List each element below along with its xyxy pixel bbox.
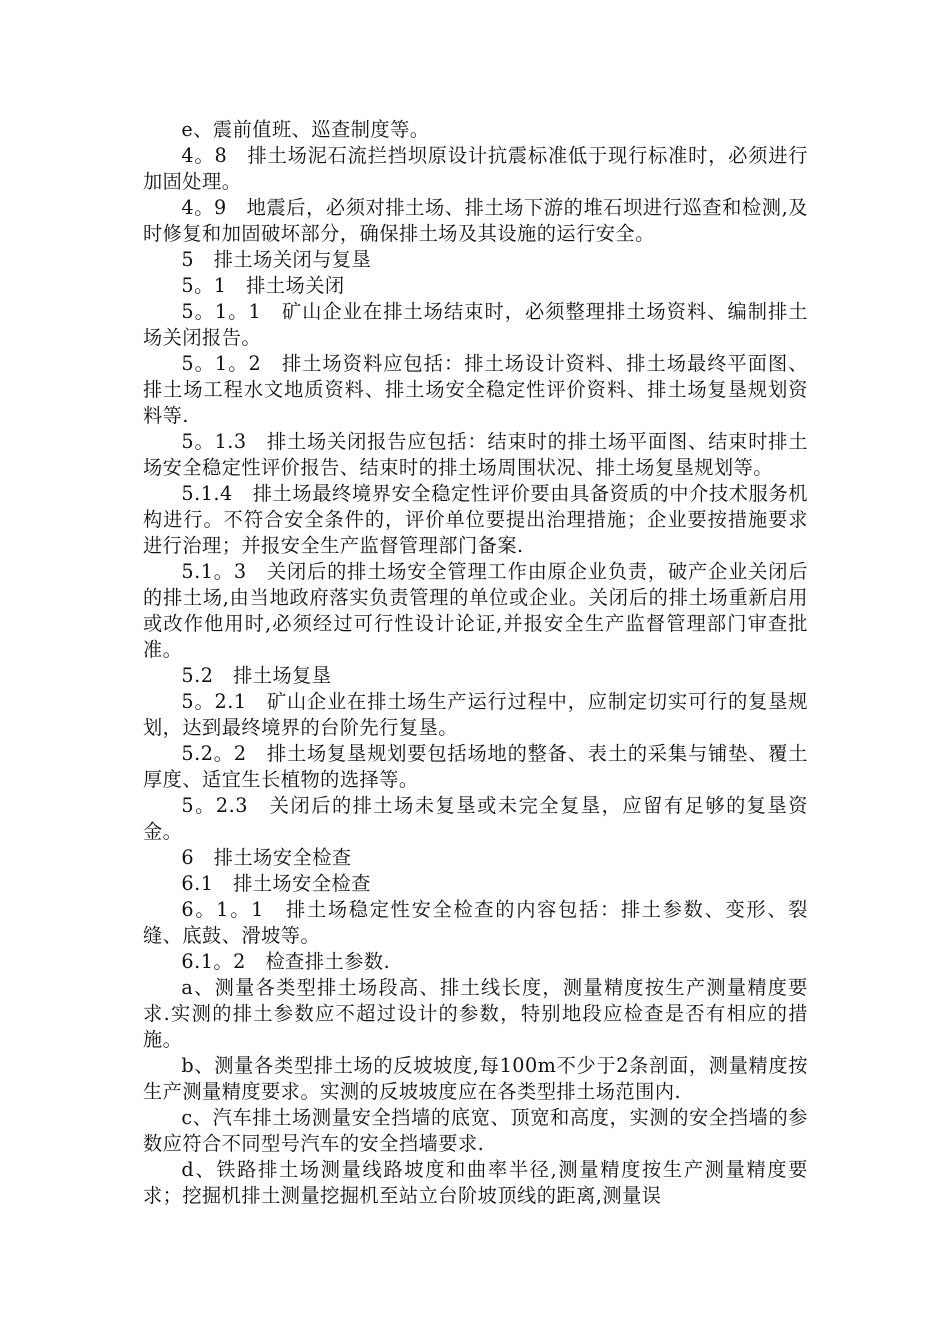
document-body: [143, 117, 808, 1209]
subsection-heading: 6.1 排土场安全检查: [181, 872, 371, 895]
subsection-heading: 5。1 排土场关闭: [181, 274, 345, 297]
paragraph: e、震前值班、巡查制度等。: [181, 118, 430, 141]
section-heading: 6 排土场安全检查: [181, 846, 352, 869]
section-heading: 5 排土场关闭与复垦: [181, 248, 372, 271]
paragraph: 4。9 地震后，必须对排土场、排土场下游的堆石坝进行巡查和检测,及时修复和加固破坏部分，确保排土场及其设施的运行安全。: [143, 196, 808, 245]
paragraph: 6。1。1 排土场稳定性安全检查的内容包括：排土参数、变形、裂缝、底鼓、滑坡等。: [143, 898, 808, 947]
paragraph: 5.1.4 排土场最终境界安全稳定性评价要由具备资质的中介技术服务机构进行。不符合安全条件的，评价单位要提出治理措施；企业要按措施要求进行治理；并报安全生产监督管理部门备案.: [143, 482, 808, 557]
paragraph: 5。2.3 关闭后的排土场未复垦或未完全复垦，应留有足够的复垦资金。: [143, 794, 808, 843]
list-item: d、铁路排土场测量线路坡度和曲率半径,测量精度按生产测量精度要求；挖掘机排土测量挖掘机至站立台阶坡顶线的距离,测量误: [143, 1158, 808, 1207]
list-item: c、汽车排土场测量安全挡墙的底宽、顶宽和高度，实测的安全挡墙的参数应符合不同型号汽车的安全挡墙要求.: [143, 1106, 808, 1155]
paragraph: 4。8 排土场泥石流拦挡坝原设计抗震标准低于现行标准时，必须进行加固处理。: [143, 144, 808, 193]
paragraph: 5。1。1 矿山企业在排土场结束时，必须整理排土场资料、编制排土场关闭报告。: [143, 300, 808, 349]
list-item: b、测量各类型排土场的反坡坡度,每100m不少于2条剖面，测量精度按生产测量精度要求。实测的反坡坡度应在各类型排土场范围内.: [143, 1054, 808, 1103]
paragraph: 5。1。2 排土场资料应包括：排土场设计资料、排土场最终平面图、排土场工程水文地质资料、排土场安全稳定性评价资料、排土场复垦规划资料等.: [143, 352, 808, 427]
subsection-heading: 5.2 排土场复垦: [181, 664, 332, 687]
paragraph: 5。1.3 排土场关闭报告应包括：结束时的排土场平面图、结束时排土场安全稳定性评价报告、结束时的排土场周围状况、排土场复垦规划等。: [143, 430, 808, 479]
paragraph: 5.1。3 关闭后的排土场安全管理工作由原企业负责，破产企业关闭后的排土场,由当地政府落实负责管理的单位或企业。关闭后的排土场重新启用或改作他用时,必须经过可行性设计论证,并报安全生产监督管理部门审查批准。: [143, 560, 808, 661]
list-item: a、测量各类型排土场段高、排土线长度，测量精度按生产测量精度要求.实测的排土参数应不超过设计的参数，特别地段应检查是否有相应的措施。: [143, 976, 808, 1051]
paragraph: 6.1。2 检查排土参数.: [181, 950, 391, 973]
paragraph: 5.2。2 排土场复垦规划要包括场地的整备、表土的采集与铺垫、覆土厚度、适宜生长植物的选择等。: [143, 742, 808, 791]
paragraph: 5。2.1 矿山企业在排土场生产运行过程中，应制定切实可行的复垦规划，达到最终境界的台阶先行复垦。: [143, 690, 808, 739]
